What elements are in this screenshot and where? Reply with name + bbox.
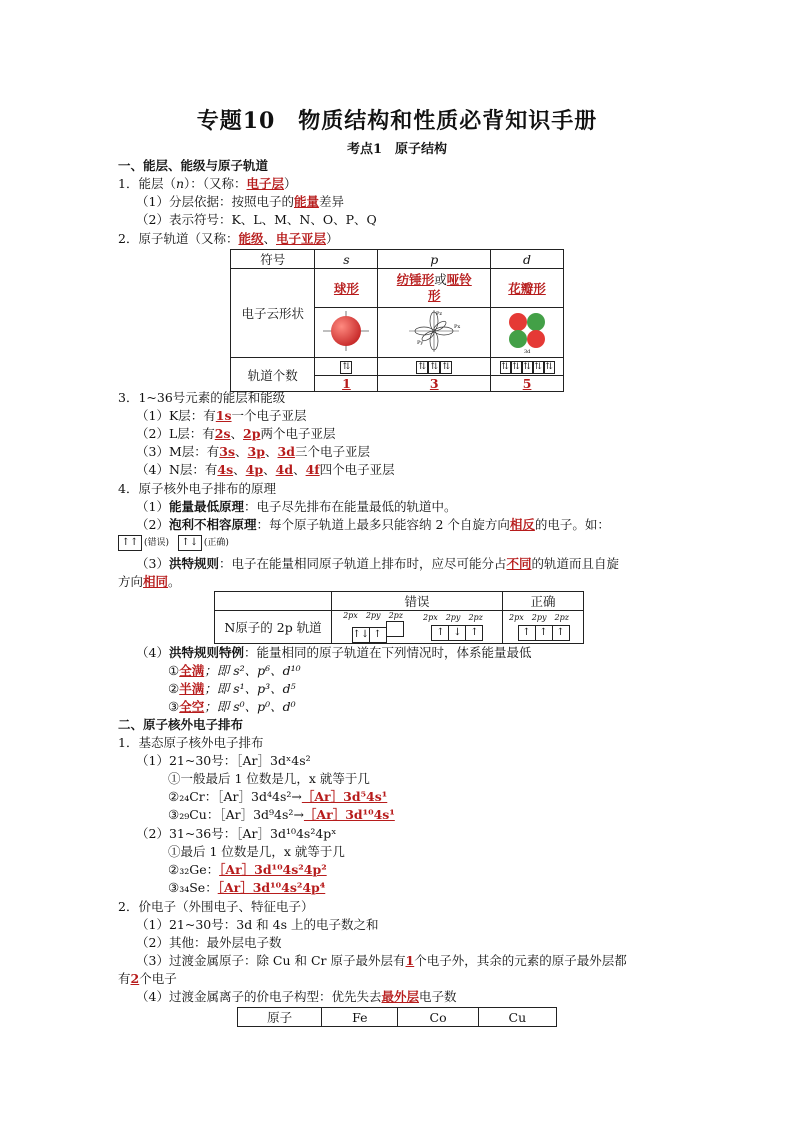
section-heading-1: 一、能层、能级与原子轨道	[118, 158, 269, 173]
line-hund: （3）洪特规则：电子在能量相同原子轨道上排布时，应尽可能分占不同的轨道而且自旋	[136, 556, 620, 571]
line-k-shell: （1）K层：有1s一个电子亚层	[136, 408, 307, 423]
line-aufbau: （1）能量最低原理：电子尽先排布在能量最低的轨道中。	[136, 499, 457, 514]
ion-table	[237, 1007, 557, 1027]
line-valence-1: （1）21~30号：3d 和 4s 上的电子数之和	[136, 917, 379, 932]
line-ground-state: 1．基态原子核外电子排布	[118, 735, 264, 750]
line-principles: 4．原子核外电子排布的原理	[118, 481, 276, 496]
p-shape-b: 哑铃	[446, 272, 472, 287]
line-cu: ③₂₉Cu：［Ar］3d⁹4s²→［Ar］3d¹⁰4s¹	[168, 807, 395, 822]
th-co: Co	[398, 1008, 478, 1027]
d-orbital-image	[491, 308, 564, 358]
row-shape-label: 电子云形状	[231, 269, 315, 358]
p-shape-c: 形	[427, 288, 441, 303]
s-shape: 球形	[333, 281, 359, 296]
line-rule-2: ①最后 1 位数是几，x 就等于几	[168, 844, 345, 859]
section-heading-2: 二、原子核外电子排布	[118, 717, 244, 732]
th-wrong: 错误	[332, 592, 503, 611]
line-cr: ②₂₄Cr：［Ar］3d⁴4s²→［Ar］3d⁵4s¹	[168, 789, 388, 804]
line-pauli: （2）泡利不相容原理：每个原子轨道上最多只能容纳 2 个自旋方向相反的电子。如：	[136, 517, 610, 532]
p-or: 或	[434, 272, 447, 287]
p-count: 3	[429, 376, 439, 391]
s-orbital-image	[315, 308, 378, 358]
line-31-36: （2）31~36号：［Ar］3d¹⁰4s²4pˣ	[136, 826, 337, 841]
d-label: 3d	[524, 349, 531, 354]
line-orbital: 2．原子轨道（又称：能级、电子亚层）	[118, 231, 339, 246]
line-n-shell: （4）N层：有4s、4p、4d、4f四个电子亚层	[136, 462, 395, 477]
th-right: 正确	[503, 592, 584, 611]
line-valence-2: （2）其他：最外层电子数	[136, 935, 282, 950]
line-21-30: （1）21~30号：［Ar］3dˣ4s²	[136, 753, 311, 768]
th-s: s	[315, 250, 378, 269]
page-title: 专题10 物质结构和性质必背知识手册	[196, 108, 598, 134]
line-hund-cont: 方向相同。	[118, 574, 181, 589]
line-basis: （1）分层依据：按照电子的能量差异	[136, 194, 344, 209]
line-rule-1: ①一般最后 1 位数是几，x 就等于几	[168, 771, 370, 786]
line-hund-exception: （4）洪特规则特例：能量相同的原子轨道在下列情况时，体系能量最低	[136, 645, 532, 660]
p-label-y: Py	[417, 340, 424, 346]
line-valence-3: （3）过渡金属原子：除 Cu 和 Cr 原子最外层有1个电子外，其余的元素的原子最外层都	[136, 953, 627, 968]
th-fe: Fe	[322, 1008, 398, 1027]
th-atom: 原子	[238, 1008, 322, 1027]
line-ge: ②₃₂Ge：［Ar］3d¹⁰4s²4p²	[168, 862, 327, 877]
line-full: ①全满；即 s²、p⁶、d¹⁰	[168, 663, 301, 678]
th-symbol: 符号	[231, 250, 315, 269]
th-d: d	[491, 250, 564, 269]
s-count: 1	[342, 376, 351, 391]
th-p: p	[378, 250, 491, 269]
d-count: 5	[522, 376, 532, 391]
pauli-example: ↑↑ (错误) ↑↓ (正确)	[118, 535, 229, 551]
p-shape-a: 纺锤形	[396, 272, 435, 287]
page-subtitle: 考点1 原子结构	[346, 142, 448, 157]
line-se: ③₃₄Se：［Ar］3d¹⁰4s²4p⁴	[168, 880, 326, 895]
p-label-x: Px	[454, 324, 461, 330]
line-empty: ③全空；即 s⁰、p⁰、d⁰	[168, 699, 296, 714]
hund-table: 错误 正确 N原子的 2p 轨道 2px 2py 2pz ↑↓ ↑ 2px 2py 2pz ↑ ↓ ↑ 2px 2py 2pz ↑ ↑ ↑	[214, 591, 584, 644]
th-cu: Cu	[478, 1008, 556, 1027]
line-shells-title: 3．1~36号元素的能层和能级	[118, 390, 286, 405]
p-label-z: Pz	[436, 311, 443, 317]
p-orbital-image	[378, 308, 491, 358]
orbital-table: 符号 s p d 电子云形状 球形 纺锤形或哑铃 形 花瓣形 Pz Px Py 3d 轨道个数 ⇅ ⇅ ⇅ ⇅ ⇅ ⇅ ⇅ ⇅ ⇅ 1 3 5	[230, 249, 564, 392]
line-m-shell: （3）M层：有3s、3p、3d三个电子亚层	[136, 444, 370, 459]
d-shape: 花瓣形	[508, 281, 546, 296]
line-l-shell: （2）L层：有2s、2p两个电子亚层	[136, 426, 336, 441]
row-n-2p: N原子的 2p 轨道	[215, 611, 332, 644]
line-half: ②半满；即 s¹、p³、d⁵	[168, 681, 296, 696]
row-count-label: 轨道个数	[231, 358, 315, 392]
line-symbols: （2）表示符号：K、L、M、N、O、P、Q	[136, 212, 377, 227]
line-energy-shell: 1．能层（n）：（又称：电子层）	[118, 176, 297, 191]
line-valence-4: （4）过渡金属离子的价电子构型：优先失去最外层电子数	[136, 989, 457, 1004]
line-valence: 2．价电子（外围电子、特征电子）	[118, 899, 314, 914]
line-valence-3-cont: 有2个电子	[118, 971, 177, 986]
s-box-diagram: ⇅	[340, 361, 352, 374]
